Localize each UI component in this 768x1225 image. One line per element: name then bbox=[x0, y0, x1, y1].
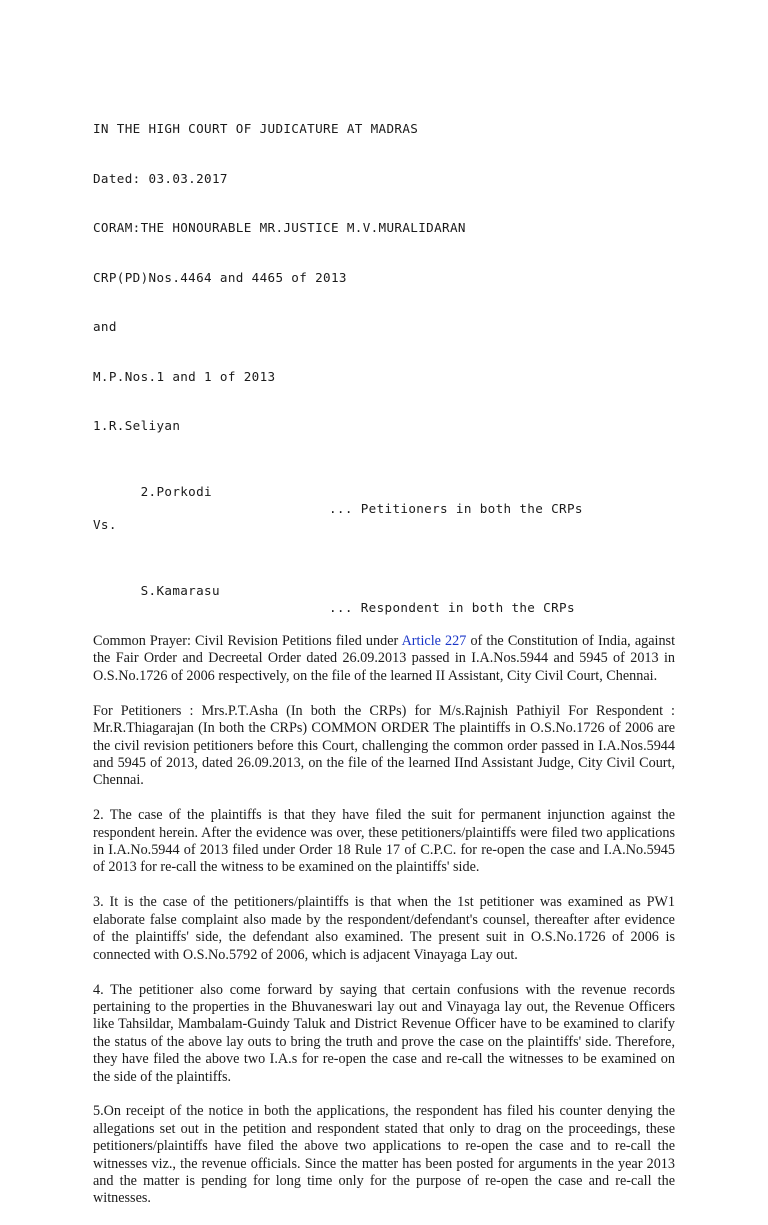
article-227-link[interactable]: Article 227 bbox=[401, 633, 467, 649]
paragraph-3: 3. It is the case of the petitioners/plaintiffs is that when the 1st petitioner was examined as PW1 elaborate false complaint also made by the respondent/defendant's counsel, thereafter after evidence of the plaintiffs' side, the defendant also examined. The present suit in O.S.No.1726 of 2006 is connected with O.S.No.5792 of 2006, which is adjacent Vinayaga Lay out. bbox=[93, 894, 675, 963]
case-header bbox=[93, 88, 675, 616]
paragraph-5: 5.On receipt of the notice in both the applications, the respondent has filed his counter denying the allegations set out in the petition and respondent stated that only to drag on the proceedings, these petitioners/plaintiffs have filed the above two applications to re-open the case and to re-call the witnesses viz., the revenue officials. Since the matter has been posted for arguments in the year 2013 and the matter is pending for long time only for the purpose of re-open the case and re-call the witnesses. bbox=[93, 1103, 675, 1207]
respondent-name: S.Kamarasu bbox=[140, 583, 220, 598]
prayer-text-end: of the Constitution of India, against the Fair Order and Decreetal Order dated 26.09.2013 passed in I.A.Nos.5944 and 5945 of 2013 in O.S.No.1726 of 2006 respectively, on the file of the learned II Assistant, City Civil Court, Chennai. bbox=[93, 633, 676, 684]
coram: CORAM:THE HONOURABLE MR.JUSTICE M.V.MURALIDARAN bbox=[93, 220, 466, 235]
respondent-row bbox=[93, 567, 675, 615]
mp-numbers: M.P.Nos.1 and 1 of 2013 bbox=[93, 368, 276, 384]
counsel-and-order-paragraph: For Petitioners : Mrs.P.T.Asha (In both the CRPs) for M/s.Rajnish Pathiyil For Respondent : Mr.R.Thiagarajan (In both the CRPs) COMMON ORDER The plaintiffs in O.S.No.1726 of 2006 are the civil revision petitioners before this Court, challenging the common order passed in I.A.Nos.5944 and 5945 of 2013, dated 26.09.2013, on the file of the learned IInd Assistant Judge, City Civil Court, Chennai. bbox=[93, 702, 675, 789]
petitioner-2-row bbox=[93, 468, 675, 516]
respondent-role: ... Respondent in both the CRPs bbox=[329, 599, 575, 615]
prayer-text-start: Common Prayer: Civil Revision Petitions filed under bbox=[93, 633, 402, 649]
and-conjunction: and bbox=[93, 319, 117, 334]
order-date: Dated: 03.03.2017 bbox=[93, 170, 228, 186]
versus: Vs. bbox=[93, 517, 117, 532]
common-prayer-paragraph bbox=[93, 633, 675, 685]
petitioner-1: 1.R.Seliyan bbox=[93, 418, 181, 433]
paragraph-4: 4. The petitioner also come forward by saying that certain confusions with the revenue records pertaining to the properties in the Bhuvaneswari lay out and Vinayaga lay out, the Revenue Officers like Tahsildar, Mambalam-Guindy Taluk and District Revenue Officer have to be examined to clarify the status of the above lay outs to bring the truth and prove the case on the plaintiffs' side. Therefore, they have filed the above two I.A.s for re-open the case and re-call the witnesses to be examined on the side of the plaintiffs. bbox=[93, 981, 675, 1085]
petitioner-2: 2.Porkodi bbox=[140, 484, 212, 499]
case-number: CRP(PD)Nos.4464 and 4465 of 2013 bbox=[93, 269, 347, 285]
paragraph-2: 2. The case of the plaintiffs is that they have filed the suit for permanent injunction against the respondent herein. After the evidence was over, these petitioners/plaintiffs were filed two applications in I.A.No.5944 of 2013 filed under Order 18 Rule 17 of C.P.C. for re-open the case and I.A.No.5945 of 2013 for re-call the witness to be examined on the plaintiffs' side. bbox=[93, 807, 675, 876]
petitioner-role: ... Petitioners in both the CRPs bbox=[329, 500, 583, 516]
document-page bbox=[93, 88, 675, 1225]
court-name: IN THE HIGH COURT OF JUDICATURE AT MADRAS bbox=[93, 121, 419, 136]
